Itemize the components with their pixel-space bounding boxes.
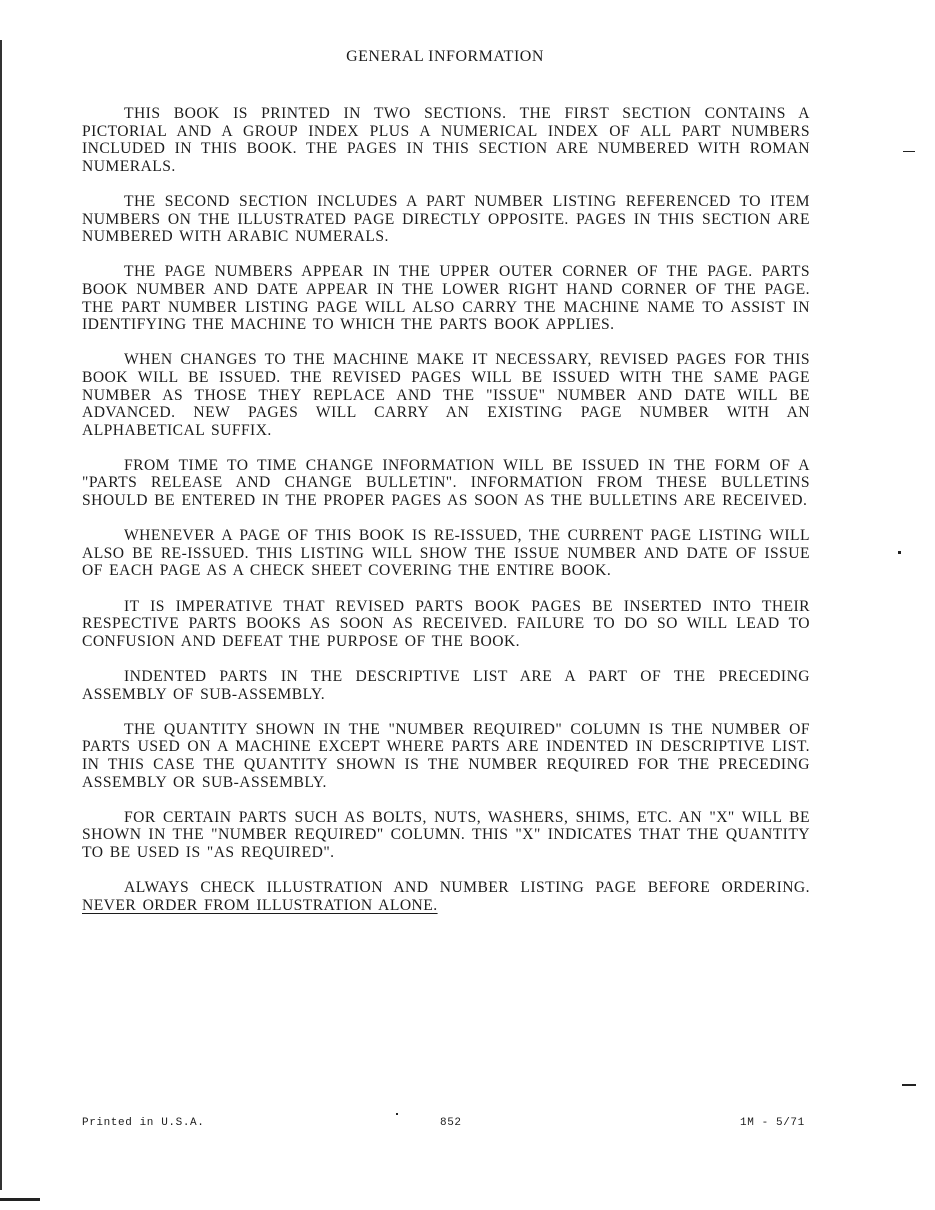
scan-edge-mark — [898, 551, 901, 554]
final-paragraph — [82, 879, 810, 914]
paragraph: WHEN CHANGES TO THE MACHINE MAKE IT NECESSARY, REVISED PAGES FOR THIS BOOK WILL BE ISSUED. THE REVISED PAGES WILL BE ISSUED WITH THE SAME PAGE NUMBER AS THOSE THEY REPLACE AND THE "ISSUE" NUMBER AND DATE WILL BE ADVANCED. NEW PAGES WILL CARRY AN EXISTING PAGE NUMBER WITH AN ALPHABETICAL SUFFIX. — [82, 351, 810, 439]
paragraph: THE SECOND SECTION INCLUDES A PART NUMBER LISTING REFERENCED TO ITEM NUMBERS ON THE ILLUSTRATED PAGE DIRECTLY OPPOSITE. PAGES IN THIS SECTION ARE NUMBERED WITH ARABIC NUMERALS. — [82, 192, 810, 246]
paragraph: IT IS IMPERATIVE THAT REVISED PARTS BOOK PAGES BE INSERTED INTO THEIR RESPECTIVE PARTS BOOKS AS SOON AS RECEIVED. FAILURE TO DO SO WILL LEAD TO CONFUSION AND DEFEAT THE PURPOSE OF THE BOOK. — [82, 597, 810, 650]
scan-edge-mark — [902, 1084, 916, 1086]
scan-edge-mark — [903, 151, 915, 152]
page-number: 852 — [440, 1117, 462, 1129]
document-body — [82, 105, 810, 932]
scan-edge-mark — [396, 1113, 398, 1115]
paragraph: FROM TIME TO TIME CHANGE INFORMATION WILL BE ISSUED IN THE FORM OF A "PARTS RELEASE AND CHANGE BULLETIN". INFORMATION FROM THESE BULLETINS SHOULD BE ENTERED IN THE PROPER PAGES AS SOON AS THE BULLETINS ARE RECEIVED. — [82, 456, 810, 510]
scan-edge-mark — [0, 40, 2, 1190]
issue-date: 1M - 5/71 — [740, 1117, 805, 1129]
scan-edge-mark — [0, 1198, 40, 1201]
paragraph: WHENEVER A PAGE OF THIS BOOK IS RE-ISSUED, THE CURRENT PAGE LISTING WILL ALSO BE RE-ISSUED. THIS LISTING WILL SHOW THE ISSUE NUMBER AND DATE OF ISSUE OF EACH PAGE AS A CHECK SHEET COVERING THE ENTIRE BOOK. — [82, 527, 810, 580]
paragraph: FOR CERTAIN PARTS SUCH AS BOLTS, NUTS, WASHERS, SHIMS, ETC. AN "X" WILL BE SHOWN IN THE "NUMBER REQUIRED" COLUMN. THIS "X" INDICATES THAT THE QUANTITY TO BE USED IS "AS REQUIRED". — [82, 808, 810, 861]
page-title: GENERAL INFORMATION — [346, 48, 544, 65]
paragraph: THIS BOOK IS PRINTED IN TWO SECTIONS. THE FIRST SECTION CONTAINS A PICTORIAL AND A GROUP INDEX PLUS A NUMERICAL INDEX OF ALL PART NUMBERS INCLUDED IN THIS BOOK. THE PAGES IN THIS SECTION ARE NUMBERED WITH ROMAN NUMERALS. — [82, 105, 810, 175]
final-paragraph-text: ALWAYS CHECK ILLUSTRATION AND NUMBER LISTING PAGE BEFORE ORDERING. — [124, 879, 810, 897]
printed-in-label: Printed in U.S.A. — [82, 1117, 205, 1129]
paragraph: THE QUANTITY SHOWN IN THE "NUMBER REQUIRED" COLUMN IS THE NUMBER OF PARTS USED ON A MACHINE EXCEPT WHERE PARTS ARE INDENTED IN DESCRIPTIVE LIST. IN THIS CASE THE QUANTITY SHOWN IS THE NUMBER REQUIRED FOR THE PRECEDING ASSEMBLY OR SUB-ASSEMBLY. — [82, 720, 810, 791]
emphasis-warning: NEVER ORDER FROM ILLUSTRATION ALONE. — [82, 896, 438, 914]
paragraph: THE PAGE NUMBERS APPEAR IN THE UPPER OUTER CORNER OF THE PAGE. PARTS BOOK NUMBER AND DATE APPEAR IN THE LOWER RIGHT HAND CORNER OF THE PAGE. THE PART NUMBER LISTING PAGE WILL ALSO CARRY THE MACHINE NAME TO ASSIST IN IDENTIFYING THE MACHINE TO WHICH THE PARTS BOOK APPLIES. — [82, 263, 810, 334]
paragraph: INDENTED PARTS IN THE DESCRIPTIVE LIST ARE A PART OF THE PRECEDING ASSEMBLY OF SUB-ASSEMBLY. — [82, 668, 810, 703]
